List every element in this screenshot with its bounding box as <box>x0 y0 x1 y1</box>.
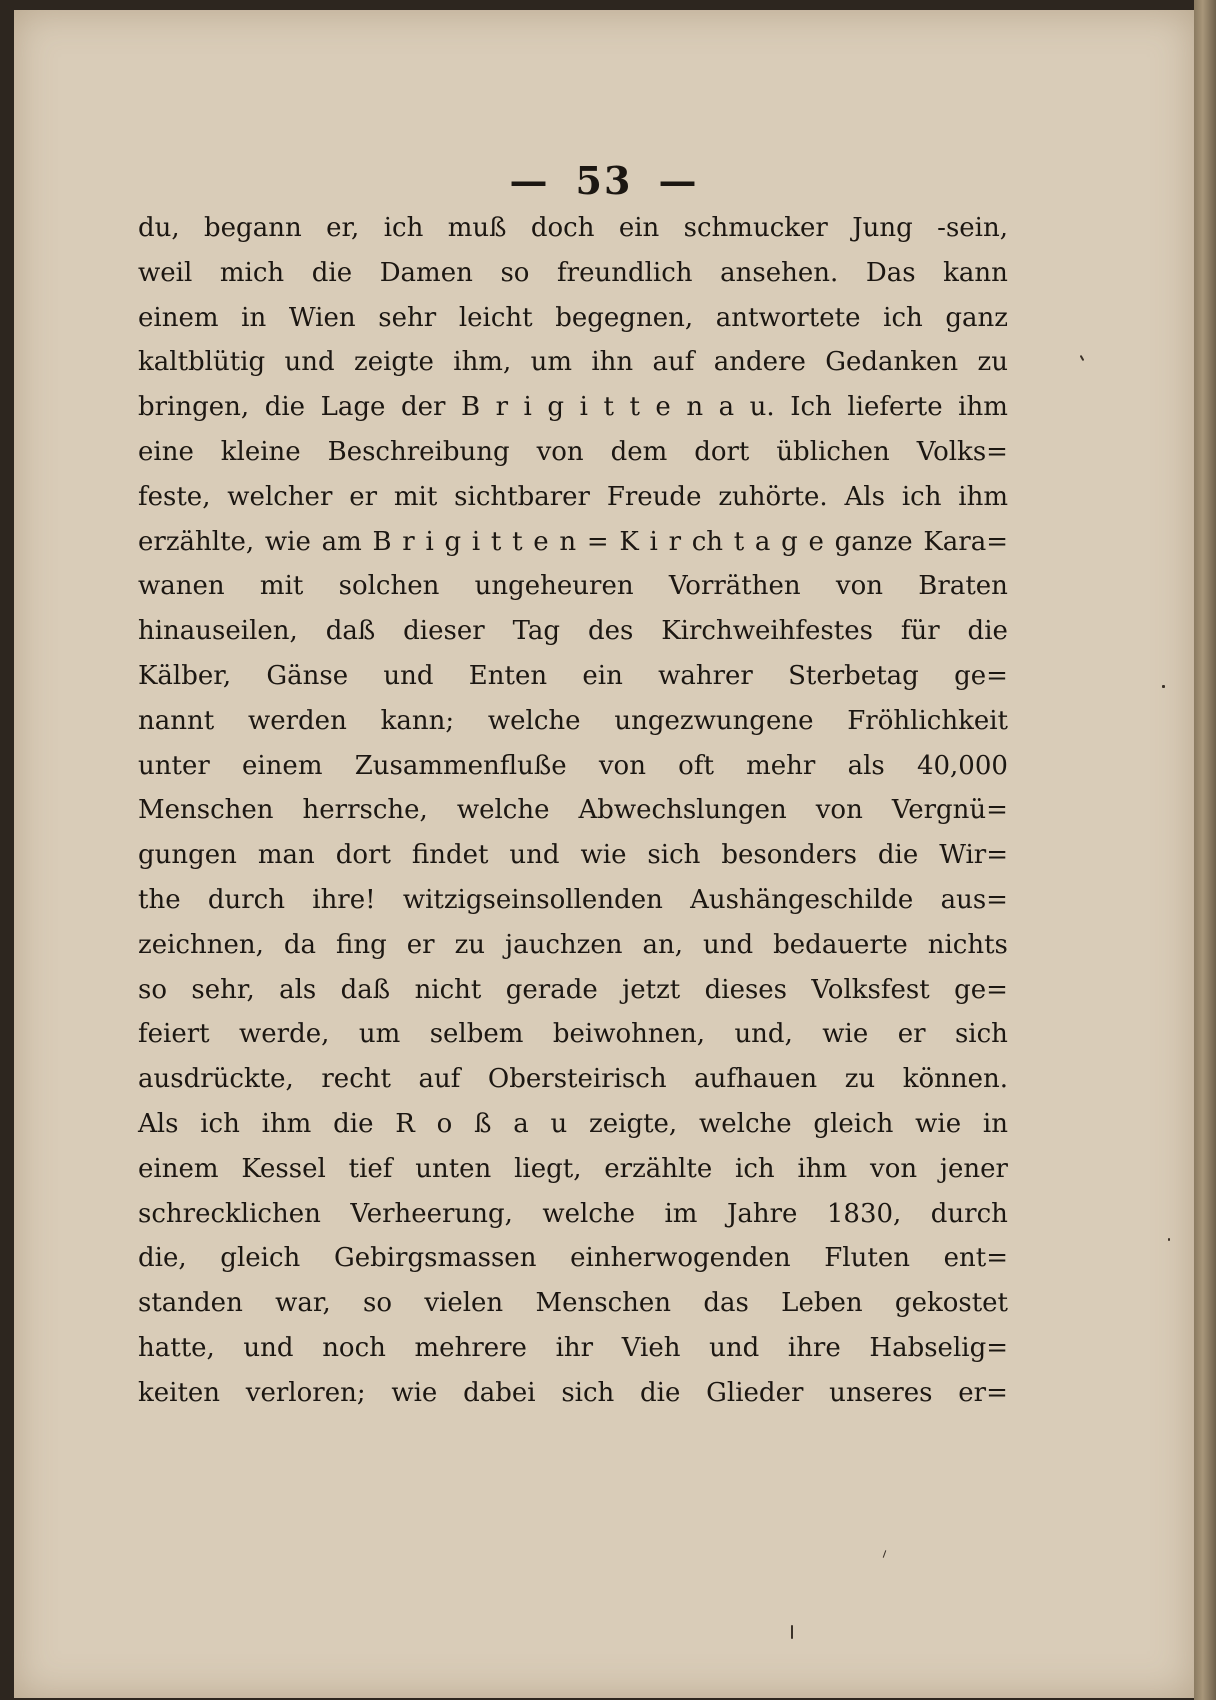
word: ausdrückte, <box>138 1064 294 1095</box>
word: ihm <box>958 392 1008 423</box>
word: ihm <box>797 1153 848 1184</box>
word: von <box>598 750 646 781</box>
text-line <box>138 475 1008 520</box>
word: noch <box>322 1332 386 1363</box>
word: Wien <box>288 302 356 333</box>
word: da <box>283 929 317 960</box>
paper-speck <box>1162 685 1165 688</box>
word: dort <box>694 436 750 467</box>
text-line <box>138 923 1008 968</box>
word: Habselig= <box>869 1332 1008 1363</box>
word: verloren; <box>245 1377 366 1408</box>
word: beiwohnen, <box>552 1019 705 1050</box>
word: Jung <box>852 213 913 243</box>
word: jener <box>939 1153 1008 1184</box>
word: zeigte, <box>589 1108 678 1139</box>
word: werde, <box>239 1019 330 1050</box>
word: Jahre <box>726 1198 798 1229</box>
word: ein <box>618 213 660 243</box>
text-line <box>138 1326 1008 1371</box>
word: Kessel <box>241 1153 326 1184</box>
word: ansehen. <box>720 257 839 288</box>
word: Leben <box>781 1288 863 1319</box>
word: die <box>640 1377 681 1408</box>
word: Vorräthen <box>668 571 801 602</box>
word: sichtbarer <box>454 481 590 512</box>
text-line <box>138 968 1008 1013</box>
word: freundlich <box>557 257 693 288</box>
word: sich <box>954 1019 1008 1050</box>
word: gleich <box>220 1243 301 1274</box>
word: wie <box>264 526 311 557</box>
word: nicht <box>414 974 482 1005</box>
word: a <box>718 392 735 423</box>
word: Als <box>138 1108 179 1139</box>
word: er <box>897 1019 926 1050</box>
word: kann <box>943 257 1008 288</box>
text-line <box>138 385 1008 430</box>
word: können. <box>902 1064 1008 1095</box>
text-line <box>138 251 1008 296</box>
word: Volks= <box>916 436 1008 467</box>
word: einem <box>138 302 219 333</box>
word: die <box>967 616 1008 647</box>
word: ge= <box>954 660 1008 691</box>
word: erzählte, <box>138 526 255 557</box>
word: ungezwungene <box>614 705 814 736</box>
word: Verheerung, <box>350 1198 513 1229</box>
text-line <box>138 878 1008 923</box>
word: 1830, <box>826 1198 902 1229</box>
word: oft <box>678 750 714 781</box>
word: von <box>815 795 863 826</box>
word: dieser <box>403 616 485 647</box>
word: bringen, <box>138 392 250 423</box>
text-line <box>138 744 1008 789</box>
word: die <box>877 840 919 871</box>
word: üblichen <box>776 436 890 467</box>
word: zu <box>454 929 486 960</box>
word: g <box>781 526 798 557</box>
text-line <box>138 296 1008 341</box>
page-number-dash-left: — <box>509 158 550 203</box>
word: dieses <box>704 974 788 1005</box>
word: aufhauen <box>694 1064 818 1095</box>
word: er= <box>958 1377 1008 1408</box>
word: r <box>402 526 415 557</box>
word: g <box>547 392 565 423</box>
word: u. <box>749 392 775 423</box>
word: Freude <box>606 481 702 512</box>
word: durch <box>930 1198 1008 1229</box>
word: t <box>490 526 502 557</box>
word: Menschen <box>138 795 274 826</box>
word: Wir= <box>939 840 1008 871</box>
word: hatte, <box>138 1332 215 1363</box>
word: begann <box>204 213 302 243</box>
word: t <box>629 392 640 423</box>
word: i <box>523 392 532 423</box>
word: unseres <box>829 1377 933 1408</box>
word: hinauseilen, <box>138 616 298 647</box>
word: und <box>284 347 335 378</box>
word: einem <box>138 1153 219 1184</box>
word: mehr <box>746 750 816 781</box>
word: ich <box>383 213 424 243</box>
text-line <box>138 1147 1008 1192</box>
word: findet <box>411 840 489 871</box>
word: Braten <box>918 571 1008 602</box>
word: unten <box>415 1153 492 1184</box>
word: andere <box>713 347 806 378</box>
word: feiert <box>138 1019 210 1050</box>
word: Als <box>844 481 885 512</box>
word: feste, <box>138 481 211 512</box>
word: kleine <box>220 436 301 467</box>
word: Gebirgsmassen <box>333 1243 537 1274</box>
word: von <box>870 1153 918 1184</box>
text-line <box>138 1371 1008 1416</box>
word: wie <box>915 1108 962 1139</box>
word: er <box>349 481 378 512</box>
word: Zusammenfluße <box>354 750 567 781</box>
word: witzigseinsollenden <box>402 884 663 915</box>
word: ich <box>901 481 942 512</box>
word: ungeheuren <box>474 571 634 602</box>
word: weil <box>138 257 193 288</box>
word: durch <box>207 884 285 915</box>
word: Kälber, <box>138 660 232 691</box>
word: besonders <box>721 840 857 871</box>
word: ihm <box>261 1108 312 1139</box>
word: ihm, <box>453 347 512 378</box>
word: gungen <box>138 840 237 871</box>
word: sehr <box>378 302 437 333</box>
word: = <box>586 526 609 557</box>
word: eine <box>138 436 194 467</box>
word: daß <box>325 616 376 647</box>
word: nichts <box>927 929 1008 960</box>
word: das <box>703 1288 749 1319</box>
word: zu <box>977 347 1008 378</box>
word: Gedanken <box>825 347 959 378</box>
text-line <box>138 1192 1008 1237</box>
word: an, <box>642 929 683 960</box>
word: ihre <box>787 1332 841 1363</box>
word: Kara= <box>923 526 1008 557</box>
text-line <box>138 340 1008 385</box>
word: nannt <box>138 705 215 736</box>
word: Beschreibung <box>327 436 510 467</box>
word: a <box>513 1108 529 1139</box>
word: erzählte <box>604 1153 713 1184</box>
word: Aushängeschilde <box>690 884 914 915</box>
word: bedauerte <box>773 929 908 960</box>
word: ihr <box>555 1332 594 1363</box>
word: ich <box>735 1153 775 1184</box>
word: doch <box>530 213 595 243</box>
word: welcher <box>227 481 333 512</box>
word: so <box>138 974 167 1005</box>
word: die <box>264 392 306 423</box>
word: ge= <box>954 974 1008 1005</box>
text-line <box>138 1281 1008 1326</box>
word: auf <box>652 347 695 378</box>
word: um <box>358 1019 401 1050</box>
word: recht <box>321 1064 391 1095</box>
word: welche <box>698 1108 792 1139</box>
word: wie <box>580 840 627 871</box>
word: am <box>321 526 362 557</box>
word: von <box>835 571 884 602</box>
text-line <box>138 430 1008 475</box>
word: jetzt <box>622 974 681 1005</box>
word: und <box>509 840 560 871</box>
word: und <box>703 929 754 960</box>
word: zuhörte. <box>718 481 828 512</box>
word: g <box>444 526 462 557</box>
word: lieferte <box>847 392 943 423</box>
body-text <box>138 206 1008 1416</box>
word: ich <box>200 1108 240 1139</box>
page-number-dash-right: — <box>658 158 699 203</box>
word: Kirchweihfestes <box>661 616 873 647</box>
word: e <box>808 526 824 557</box>
word: um <box>530 347 572 378</box>
word: solchen <box>338 571 440 602</box>
word: jauchzen <box>505 929 623 960</box>
word: Glieder <box>706 1377 804 1408</box>
word: man <box>257 840 315 871</box>
word: t <box>512 526 523 557</box>
word: sich <box>561 1377 615 1408</box>
word: schrecklichen <box>138 1198 321 1229</box>
word: Gänse <box>266 660 349 691</box>
text-line <box>138 520 1008 565</box>
word: einem <box>241 750 323 781</box>
word: welche <box>456 795 550 826</box>
word: des <box>587 616 634 647</box>
word: i <box>579 392 588 423</box>
word: i <box>471 526 481 557</box>
word: kann; <box>380 705 455 736</box>
page-number-line <box>14 158 1194 203</box>
word: welche <box>542 1198 636 1229</box>
word: Vergnü= <box>891 795 1008 826</box>
text-line <box>138 1057 1008 1102</box>
word: auf <box>418 1064 461 1095</box>
word: und <box>243 1332 294 1363</box>
word: ihm <box>958 481 1008 512</box>
word: leicht <box>458 302 533 333</box>
word: K <box>619 526 639 557</box>
word: kaltblütig <box>138 347 266 378</box>
word: e <box>533 526 549 557</box>
word: r <box>495 392 509 423</box>
word: in <box>982 1108 1008 1139</box>
word: die <box>333 1108 374 1139</box>
next-page-edge <box>1194 0 1216 1700</box>
word: mit <box>393 481 438 512</box>
word: von <box>536 436 584 467</box>
word: die <box>311 257 353 288</box>
word: unter <box>138 750 210 781</box>
text-line <box>138 1012 1008 1057</box>
word: ihn <box>591 347 634 378</box>
word: wanen <box>138 571 225 602</box>
word: so <box>500 257 530 288</box>
word: r <box>668 526 681 557</box>
word: wie <box>391 1377 438 1408</box>
word: e <box>655 392 671 423</box>
word: ein <box>582 660 623 691</box>
word: ich <box>883 302 923 333</box>
word: als <box>279 974 317 1005</box>
word: Abwechslungen <box>578 795 787 826</box>
word: er <box>406 929 435 960</box>
word: für <box>900 616 940 647</box>
word: und, <box>734 1019 793 1050</box>
word: und <box>709 1332 760 1363</box>
paper-speck <box>791 1625 793 1639</box>
word: ihre! <box>312 884 376 915</box>
word: gleich <box>813 1108 894 1139</box>
word: B <box>460 392 481 423</box>
word: a <box>754 526 771 557</box>
word: als <box>847 750 885 781</box>
word: in <box>241 302 267 333</box>
word: 40,000 <box>916 750 1008 781</box>
word: t <box>733 526 745 557</box>
word: Lage <box>320 392 386 423</box>
book-page <box>14 10 1194 1698</box>
text-line <box>138 699 1008 744</box>
word: Damen <box>379 257 473 288</box>
word: zeigte <box>354 347 434 378</box>
word: Ich <box>790 392 832 423</box>
word: B <box>372 526 392 557</box>
word: du, <box>138 213 180 243</box>
word: Enten <box>468 660 548 691</box>
word: antwortete <box>715 302 861 333</box>
word: dort <box>335 840 391 871</box>
word: mit <box>259 571 304 602</box>
word: R <box>395 1108 415 1139</box>
word: n <box>559 526 577 557</box>
word: sehr, <box>191 974 255 1005</box>
word: liegt, <box>514 1153 582 1184</box>
word: dabei <box>463 1377 536 1408</box>
word: Tag <box>512 616 561 647</box>
word: -sein, <box>937 213 1008 243</box>
word: herrsche, <box>302 795 428 826</box>
word: Volksfest <box>811 974 930 1005</box>
word: und <box>383 660 434 691</box>
text-line <box>138 206 1008 251</box>
word: wahrer <box>658 660 753 691</box>
word: ch <box>691 526 724 557</box>
word: mehrere <box>414 1332 527 1363</box>
word: i <box>425 526 434 557</box>
word: the <box>138 884 181 915</box>
word: zu <box>844 1064 876 1095</box>
word: schmucker <box>683 213 828 243</box>
word: sich <box>647 840 701 871</box>
word: gekostet <box>894 1288 1008 1319</box>
word: Sterbetag <box>788 660 919 691</box>
word: dem <box>610 436 668 467</box>
word: ganz <box>945 302 1008 333</box>
word: Fröhlichkeit <box>847 705 1008 736</box>
text-line <box>138 833 1008 878</box>
word: zeichnen, <box>138 929 264 960</box>
word: Vieh <box>621 1332 681 1363</box>
word: wie <box>822 1019 869 1050</box>
word: u <box>550 1108 568 1139</box>
word: er, <box>326 213 360 243</box>
word: so <box>363 1288 393 1319</box>
word: werden <box>247 705 347 736</box>
paper-speck <box>1168 1238 1170 1241</box>
word: vielen <box>424 1288 504 1319</box>
word: t <box>603 392 614 423</box>
text-line <box>138 609 1008 654</box>
word: gerade <box>505 974 598 1005</box>
word: Obersteirisch <box>487 1064 667 1095</box>
word: ent= <box>943 1243 1008 1274</box>
word: selbem <box>429 1019 524 1050</box>
text-line <box>138 564 1008 609</box>
word: die, <box>138 1243 187 1274</box>
word: daß <box>340 974 391 1005</box>
word: war, <box>275 1288 331 1319</box>
text-line <box>138 1102 1008 1147</box>
word: standen <box>138 1288 243 1319</box>
word: o <box>436 1108 453 1139</box>
word: einherwogenden <box>570 1243 791 1274</box>
paper-speck <box>883 1550 887 1558</box>
word: welche <box>487 705 581 736</box>
word: n <box>686 392 704 423</box>
word: muß <box>447 213 507 243</box>
word: fing <box>336 929 387 960</box>
word: i <box>649 526 658 557</box>
text-line <box>138 1236 1008 1281</box>
word: im <box>664 1198 698 1229</box>
word: tief <box>348 1153 393 1184</box>
word: Menschen <box>535 1288 672 1319</box>
word: begegnen, <box>555 302 694 333</box>
word: Fluten <box>824 1243 910 1274</box>
page-number: 53 <box>575 158 633 203</box>
word: ganze <box>834 526 913 557</box>
word: der <box>400 392 446 423</box>
paper-speck <box>1080 355 1085 361</box>
word: keiten <box>138 1377 221 1408</box>
text-line <box>138 788 1008 833</box>
text-line <box>138 654 1008 699</box>
word: aus= <box>940 884 1008 915</box>
word: mich <box>219 257 285 288</box>
word: Das <box>865 257 916 288</box>
word: ß <box>474 1108 492 1139</box>
